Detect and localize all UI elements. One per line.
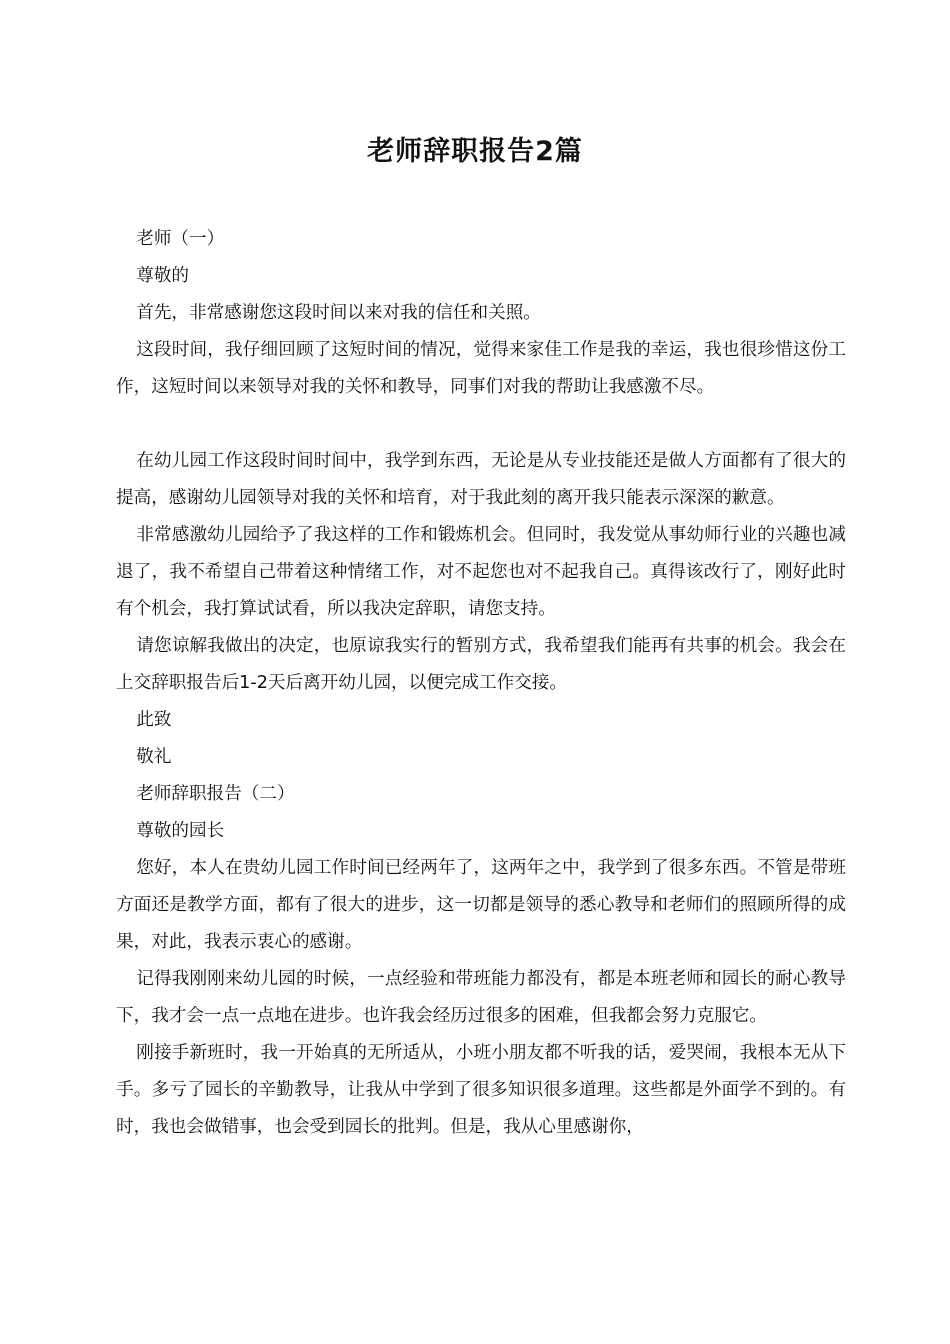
paragraph-apology: 请您谅解我做出的决定，也原谅我实行的暂别方式，我希望我们能再有共事的机会。我会在上交辞职报告后1-2天后离开幼儿园，以便完成工作交接。 [116, 636, 846, 693]
paragraph-growth: 在幼儿园工作这段时间时间中，我学到东西，无论是从专业技能还是做人方面都有了很大的提高，感谢幼儿园领导对我的关怀和培育，对于我此刻的离开我只能表示深深的歉意。 [116, 451, 846, 508]
paragraph-reason: 非常感激幼儿园给予了我这样的工作和锻炼机会。但同时，我发觉从事幼师行业的兴趣也减退了，我不希望自己带着这种情绪工作，对不起您也对不起我自己。真得该改行了，刚好此时有个机会，我打算试试看，所以我决定辞职，请您支持。 [116, 525, 846, 619]
paragraph-respect-2: 尊敬的园长 [136, 821, 225, 841]
paragraph-salutation-1: 老师（一） [136, 229, 225, 249]
paragraph-section-two-title: 老师辞职报告（二） [136, 784, 295, 804]
paragraph-review: 这段时间，我仔细回顾了这短时间的情况，觉得来家佳工作是我的幸运，我也很珍惜这份工作，这短时间以来领导对我的关怀和教导，同事们对我的帮助让我感激不尽。 [116, 340, 846, 397]
paragraph-new-class: 刚接手新班时，我一开始真的无所适从，小班小朋友都不听我的话，爱哭闹，我根本无从下手。多亏了园长的辛勤教导，让我从中学到了很多知识很多道理。这些都是外面学不到的。有时，我也会做错事，也会受到园长的批判。但是，我从心里感谢你， [116, 1043, 846, 1137]
paragraph-memory: 记得我刚刚来幼儿园的时候，一点经验和带班能力都没有，都是本班老师和园长的耐心教导下，我才会一点一点地在进步。也许我会经历过很多的困难，但我都会努力克服它。 [116, 969, 846, 1026]
document-body [116, 221, 846, 1146]
paragraph-respect-1: 尊敬的 [136, 266, 190, 286]
paragraph-spacer [116, 406, 846, 443]
paragraph-thanks: 首先，非常感谢您这段时间以来对我的信任和关照。 [136, 303, 541, 323]
paragraph-closing-2: 敬礼 [136, 747, 172, 767]
paragraph-closing-1: 此致 [136, 710, 172, 730]
document-title: 老师辞职报告2篇 [367, 136, 583, 167]
paragraph-greeting: 您好，本人在贵幼儿园工作时间已经两年了，这两年之中，我学到了很多东西。不管是带班方面还是教学方面，都有了很大的进步，这一切都是领导的悉心教导和老师们的照顾所得的成果，对此，我表示衷心的感谢。 [116, 858, 846, 952]
